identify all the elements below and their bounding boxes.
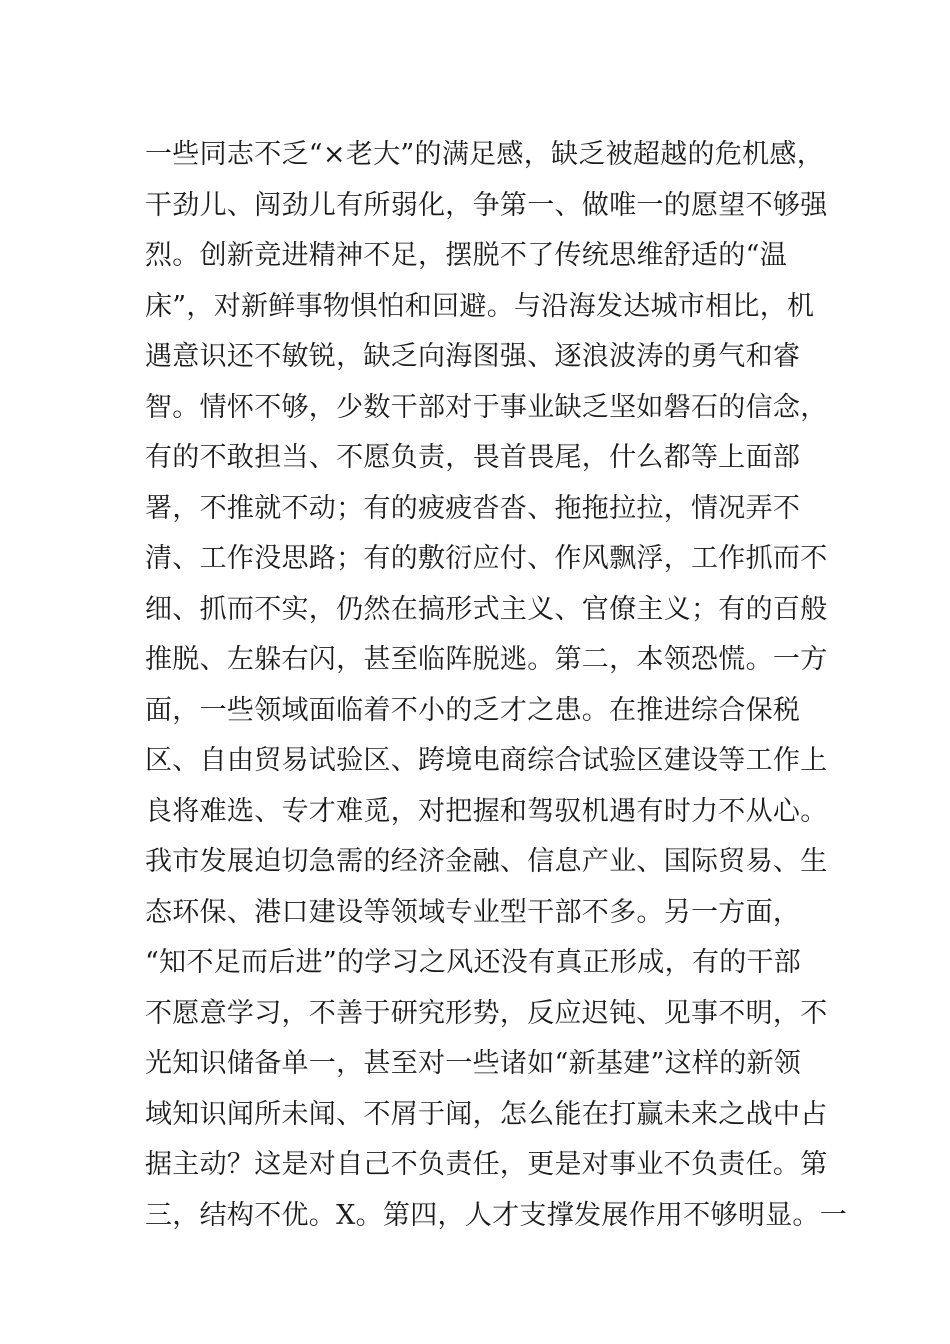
- text-line-1: 一些同志不乏“×老大”的满足感，缺乏被超越的危机感，: [145, 139, 825, 170]
- text-line-13: 区、自由贸易试验区、跨境电商综合试验区建设等工作上: [145, 745, 828, 776]
- text-line-5: 遇意识还不敏锐，缺乏向海图强、逐浪波涛的勇气和睿: [145, 341, 801, 372]
- text-line-17: “知不足而后进”的学习之风还没有真正形成，有的干部: [145, 947, 802, 978]
- text-line-19: 光知识储备单一，甚至对一些诸如“新基建”这样的新领: [145, 1048, 802, 1079]
- text-line-9: 清、工作没思路；有的敷衍应付、作风飘浮，工作抓而不: [145, 543, 828, 574]
- text-line-21: 据主动？这是对自己不负责任，更是对事业不负责任。第: [145, 1149, 828, 1180]
- text-line-14: 良将难选、专才难觅，对把握和驾驭机遇有时力不从心。: [145, 795, 828, 827]
- text-line-2: 干劲儿、闯劲儿有所弱化，争第一、做唯一的愿望不够强: [145, 189, 828, 221]
- text-line-16: 态环保、港口建设等领域专业型干部不多。另一方面，: [145, 896, 801, 928]
- text-line-11: 推脱、左躲右闪，甚至临阵脱逃。第二，本领恐慌。一方: [145, 644, 828, 675]
- text-line-20: 域知识闻所未闻、不屑于闻，怎么能在打赢未来之战中占: [145, 1098, 828, 1130]
- text-line-4: 床”，对新鲜事物惧怕和回避。与沿海发达城市相比，机: [145, 290, 815, 322]
- text-line-10: 细、抓而不实，仍然在搞形式主义、官僚主义；有的百般: [145, 593, 828, 625]
- text-line-22: 三，结构不优。X。第四，人才支撑发展作用不够明显。一: [145, 1199, 848, 1231]
- text-line-7: 有的不敢担当、不愿负责，畏首畏尾，什么都等上面部: [145, 442, 801, 473]
- text-line-8: 署，不推就不动；有的疲疲沓沓、拖拖拉拉，情况弄不: [145, 492, 801, 524]
- text-line-6: 智。情怀不够，少数干部对于事业缺乏坚如磐石的信念，: [145, 391, 828, 423]
- text-line-3: 烈。创新竞进精神不足，摆脱不了传统思维舒适的“温: [145, 240, 788, 271]
- text-line-18: 不愿意学习，不善于研究形势，反应迟钝、见事不明，不: [145, 997, 828, 1029]
- text-line-12: 面，一些领域面临着不小的乏才之患。在推进综合保税: [145, 694, 801, 726]
- body-text: [145, 130, 848, 1241]
- text-line-15: 我市发展迫切急需的经济金融、信息产业、国际贸易、生: [145, 846, 828, 877]
